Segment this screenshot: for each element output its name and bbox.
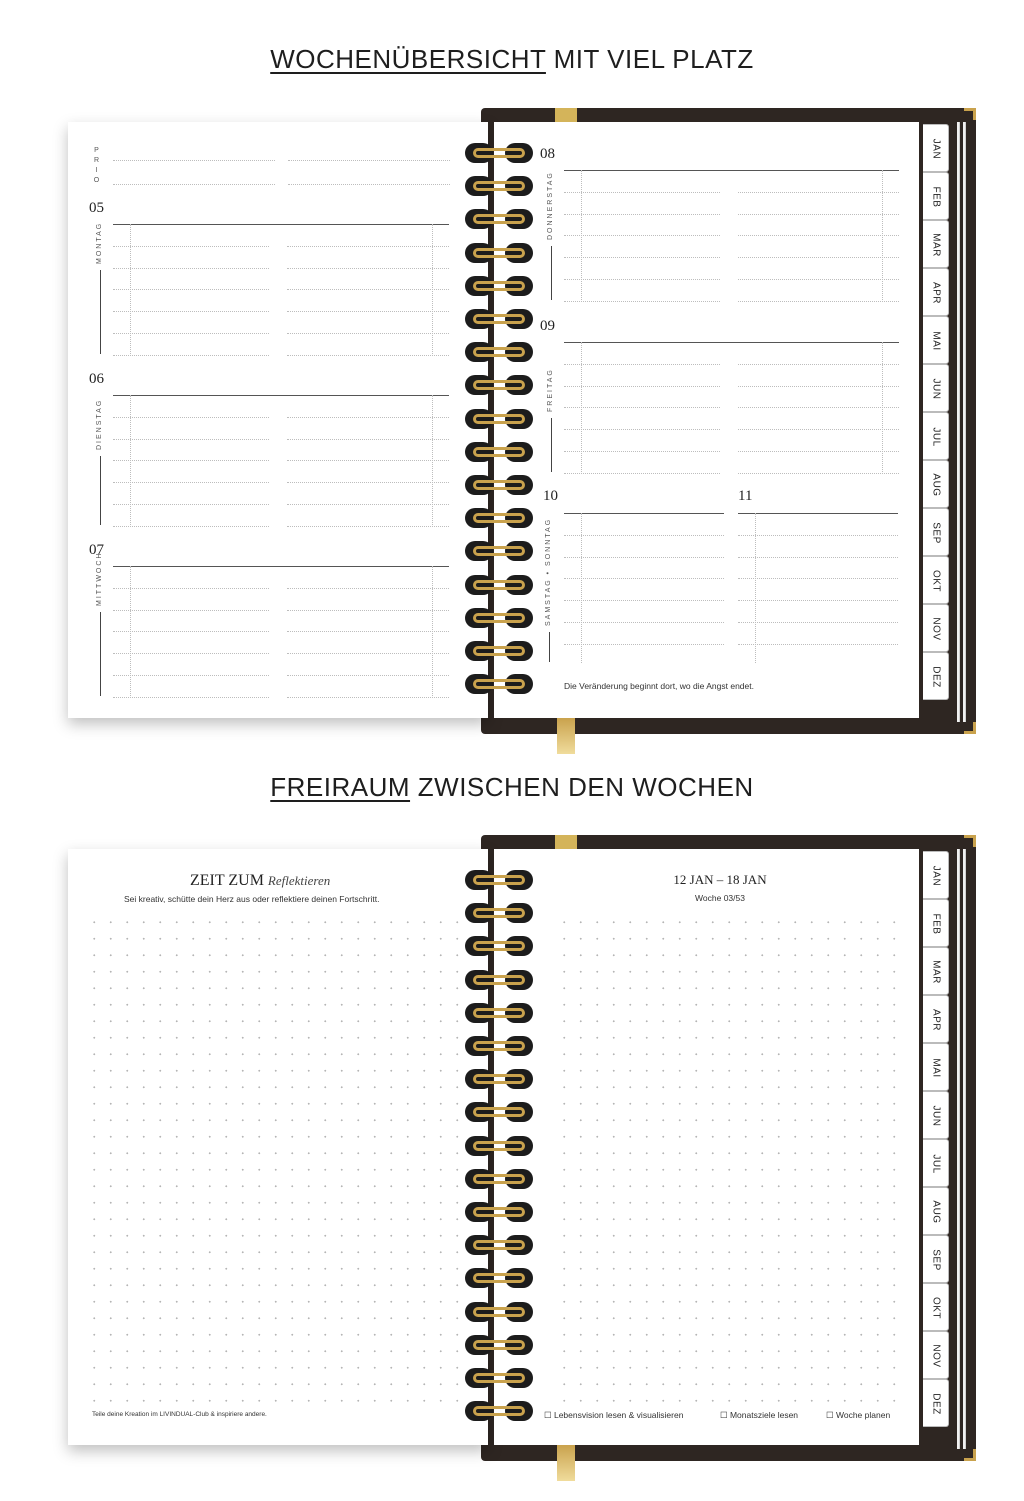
month-tab-label: FEB [930, 913, 942, 935]
day-column-line [130, 224, 131, 354]
month-tab-mar[interactable] [923, 220, 949, 268]
ring-wire [473, 248, 525, 258]
spiral-ring [465, 935, 533, 957]
spiral-ring [465, 969, 533, 991]
day-line [113, 460, 269, 461]
month-tab-label: SEP [930, 1249, 942, 1271]
day-column-line [130, 395, 131, 525]
ring-wire [473, 875, 525, 885]
weekend-line [738, 578, 898, 579]
month-tab-label: APR [930, 281, 942, 305]
month-tab-label: NOV [930, 617, 942, 641]
ring-wire [473, 1406, 525, 1416]
day-line [287, 482, 449, 483]
weekend-line [564, 557, 724, 558]
month-tab-jul[interactable] [923, 412, 949, 460]
month-tab-label: APR [930, 1008, 942, 1032]
day-line [738, 301, 900, 302]
month-tab-apr[interactable] [923, 995, 949, 1043]
ring-wire [473, 975, 525, 985]
day-line [738, 364, 900, 365]
month-tab-label: SEP [930, 522, 942, 544]
day-number: 07 [89, 542, 104, 558]
day-divider [551, 246, 552, 300]
ring-wire [473, 580, 525, 590]
reflection-title-script: Reflektieren [267, 873, 331, 888]
day-number: 06 [89, 371, 104, 387]
top-heading-underlined: WOCHENÜBERSICHT [270, 44, 546, 74]
day-line [564, 214, 720, 215]
spiral-ring [465, 574, 533, 596]
cover-corner-top [964, 835, 976, 847]
day-line [287, 460, 449, 461]
day-line [287, 311, 449, 312]
day-line [113, 268, 269, 269]
month-tab-label: JUN [930, 1105, 942, 1127]
prio-label: P R I O [93, 147, 101, 184]
day-line [564, 301, 720, 302]
weekend-divider [549, 632, 550, 662]
spiral-ring [465, 308, 533, 330]
weekend-column-line [755, 513, 756, 663]
month-tab-apr[interactable] [923, 268, 949, 316]
day-line [113, 246, 269, 247]
day-line [287, 504, 449, 505]
spiral-ring [465, 1002, 533, 1024]
day-number: 08 [540, 146, 555, 162]
day-line [113, 631, 269, 632]
day-line [564, 257, 720, 258]
month-tab-dez[interactable] [923, 652, 949, 700]
week-range: 12 JAN – 18 JAN [673, 872, 767, 887]
spiral-ring [465, 208, 533, 230]
day-line [287, 697, 449, 698]
month-tab-okt[interactable] [923, 1283, 949, 1331]
spiral-ring [465, 1101, 533, 1123]
day-line [287, 526, 449, 527]
spiral-ring [465, 1367, 533, 1389]
day-line [564, 192, 720, 193]
reflection-title [190, 872, 330, 890]
day-label: MITTWOCH [96, 551, 103, 606]
ring-wire [473, 347, 525, 357]
month-tab-jan[interactable] [923, 124, 949, 172]
month-tab-sep[interactable] [923, 508, 949, 556]
ring-wire [473, 148, 525, 158]
day-line [287, 653, 449, 654]
right-page [494, 122, 919, 718]
spiral-ring [465, 275, 533, 297]
month-tab-jan[interactable] [923, 851, 949, 899]
day-column-line [882, 170, 883, 300]
ring-wire [473, 181, 525, 191]
spiral-ring [465, 142, 533, 164]
month-tab-okt[interactable] [923, 556, 949, 604]
day-line [113, 588, 269, 589]
weekend-line [738, 557, 898, 558]
weekend-rule-sat [564, 513, 724, 514]
spiral-ring [465, 673, 533, 695]
day-line [564, 473, 720, 474]
top-heading [0, 44, 1024, 75]
day-column-line [581, 342, 582, 472]
day-number: 09 [540, 318, 555, 334]
day-line [287, 268, 449, 269]
day-column-line [432, 566, 433, 696]
day-line [287, 631, 449, 632]
ring-wire [473, 1240, 525, 1250]
day-column-line [581, 170, 582, 300]
day-top-rule [113, 395, 449, 396]
month-tab-label: JUL [930, 1154, 942, 1174]
day-line [738, 192, 900, 193]
ring-wire [473, 1340, 525, 1350]
month-tab-jun[interactable] [923, 1091, 949, 1139]
day-line [113, 610, 269, 611]
day-line [738, 407, 900, 408]
page-edge [957, 122, 960, 722]
motivational-quote: Die Veränderung beginnt dort, wo die Angst endet. [564, 681, 754, 691]
bookmark-ribbon[interactable] [557, 718, 575, 754]
spiral-ring [465, 1267, 533, 1289]
bottom-heading-underlined: FREIRAUM [270, 772, 411, 802]
bookmark-ribbon[interactable] [557, 1445, 575, 1481]
month-tab-label: FEB [930, 186, 942, 208]
day-divider [100, 270, 101, 354]
month-tab-label: JAN [930, 865, 942, 887]
weekend-line [564, 622, 724, 623]
prio-line [113, 184, 275, 185]
spiral-ring [465, 341, 533, 363]
day-line [113, 675, 269, 676]
spiral-ring [465, 441, 533, 463]
weekend-rule-sun [738, 513, 898, 514]
ring-wire [473, 1307, 525, 1317]
ring-wire [473, 513, 525, 523]
day-line [113, 697, 269, 698]
day-line [113, 526, 269, 527]
day-column-line [882, 342, 883, 472]
day-line [287, 675, 449, 676]
prio-line [288, 160, 450, 161]
day-divider [100, 612, 101, 696]
spiral-ring [465, 869, 533, 891]
day-line [113, 289, 269, 290]
spiral-ring [465, 1334, 533, 1356]
ring-wire [473, 1273, 525, 1283]
day-top-rule [113, 566, 449, 567]
day-top-rule [113, 224, 449, 225]
ring-wire [473, 1141, 525, 1151]
month-tab-aug[interactable] [923, 460, 949, 508]
day-top-rule [564, 342, 899, 343]
month-tab-label: AUG [930, 473, 942, 497]
ring-wire [473, 941, 525, 951]
day-column-line [432, 395, 433, 525]
month-tab-nov[interactable] [923, 604, 949, 652]
ring-wire [473, 908, 525, 918]
day-line [564, 364, 720, 365]
dot-grid-right [556, 914, 908, 1402]
ring-wire [473, 679, 525, 689]
day-line [564, 407, 720, 408]
day-line [113, 355, 269, 356]
month-tab-dez[interactable] [923, 1379, 949, 1427]
weekend-line [564, 578, 724, 579]
reflection-footer: Teile deine Kreation im LIVINDUAL-Club & inspiriere andere. [92, 1411, 267, 1418]
day-line [287, 588, 449, 589]
prio-line [288, 184, 450, 185]
reflection-subtitle: Sei kreativ, schütte dein Herz aus oder reflektiere deinen Fortschritt. [124, 894, 380, 904]
spiral-ring [465, 640, 533, 662]
month-tab-label: MAI [930, 1058, 942, 1078]
month-tab-jul[interactable] [923, 1139, 949, 1187]
day-line [113, 653, 269, 654]
day-column-line [130, 566, 131, 696]
page-edge [963, 122, 966, 722]
checklist-item-vision[interactable]: ☐ Lebensvision lesen & visualisieren [544, 1410, 684, 1420]
spiral-ring [465, 607, 533, 629]
month-tab-label: JUN [930, 378, 942, 400]
ring-wire [473, 1074, 525, 1084]
day-line [113, 311, 269, 312]
day-line [113, 504, 269, 505]
ring-wire [473, 314, 525, 324]
page-edge [963, 849, 966, 1449]
ring-wire [473, 613, 525, 623]
month-tab-mai[interactable] [923, 1043, 949, 1091]
day-number-sat: 10 [543, 488, 558, 504]
day-line [564, 451, 720, 452]
dot-grid-left [86, 914, 468, 1402]
spiral-ring [465, 540, 533, 562]
cover-corner-top [964, 108, 976, 120]
day-line [287, 355, 449, 356]
ring-wire [473, 546, 525, 556]
weekend-label: SAMSTAG • SONNTAG [545, 517, 552, 626]
cover-corner-bottom [964, 1449, 976, 1461]
day-line [287, 246, 449, 247]
ring-wire [473, 1041, 525, 1051]
month-tab-feb[interactable] [923, 172, 949, 220]
weekend-line [738, 600, 898, 601]
spiral-ring [465, 507, 533, 529]
checklist-item-goals[interactable]: ☐ Monatsziele lesen [720, 1410, 799, 1420]
ring-wire [473, 281, 525, 291]
day-line [287, 439, 449, 440]
day-line [113, 482, 269, 483]
spiral-ring [465, 1234, 533, 1256]
month-tab-sep[interactable] [923, 1235, 949, 1283]
month-tab-label: JAN [930, 138, 942, 160]
month-tab-aug[interactable] [923, 1187, 949, 1235]
day-line [738, 279, 900, 280]
spiral-ring [465, 1301, 533, 1323]
day-label: DIENSTAG [96, 398, 103, 450]
bottom-heading-rest: ZWISCHEN DEN WOCHEN [410, 772, 754, 802]
month-tab-label: AUG [930, 1200, 942, 1224]
day-line [564, 235, 720, 236]
month-tab-mar[interactable] [923, 947, 949, 995]
prio-line [113, 160, 275, 161]
weekend-line [564, 600, 724, 601]
day-line [738, 429, 900, 430]
day-line [113, 333, 269, 334]
month-tab-label: DEZ [930, 666, 942, 688]
weekend-line [738, 535, 898, 536]
day-label: MONTAG [96, 221, 103, 264]
month-tab-label: OKT [930, 1296, 942, 1320]
bottom-heading [0, 772, 1024, 803]
day-line [738, 451, 900, 452]
day-line [564, 429, 720, 430]
month-tab-feb[interactable] [923, 899, 949, 947]
day-line [113, 439, 269, 440]
ring-wire [473, 1008, 525, 1018]
spiral-ring [465, 408, 533, 430]
day-line [738, 386, 900, 387]
day-line [738, 473, 900, 474]
day-column-line [432, 224, 433, 354]
day-line [287, 333, 449, 334]
week-number: Woche 03/53 [695, 893, 745, 903]
ring-wire [473, 380, 525, 390]
ring-wire [473, 1373, 525, 1383]
day-line [287, 417, 449, 418]
month-tab-label: MAI [930, 331, 942, 351]
spiral-ring [465, 1068, 533, 1090]
weekend-line [564, 644, 724, 645]
reflection-title-plain: ZEIT ZUM [190, 872, 268, 889]
spiral-ring [465, 902, 533, 924]
left-page [68, 122, 488, 718]
spiral-ring [465, 1135, 533, 1157]
spiral-ring [465, 1201, 533, 1223]
spiral-ring [465, 242, 533, 264]
weekend-line [738, 644, 898, 645]
day-number: 05 [89, 200, 104, 216]
checklist-item-plan[interactable]: ☐ Woche planen [826, 1410, 891, 1420]
day-divider [551, 418, 552, 472]
month-tab-nov[interactable] [923, 1331, 949, 1379]
ring-wire [473, 480, 525, 490]
day-divider [100, 456, 101, 525]
month-tab-label: JUL [930, 427, 942, 447]
top-heading-rest: MIT VIEL PLATZ [545, 44, 754, 74]
month-tab-mai[interactable] [923, 316, 949, 364]
day-line [738, 235, 900, 236]
ring-wire [473, 447, 525, 457]
day-label: FREITAG [547, 368, 554, 412]
ring-wire [473, 646, 525, 656]
month-tab-label: MAR [930, 960, 942, 984]
day-line [287, 289, 449, 290]
day-number-sun: 11 [738, 488, 753, 504]
day-top-rule [564, 170, 899, 171]
month-tab-jun[interactable] [923, 364, 949, 412]
weekend-line [564, 535, 724, 536]
ring-wire [473, 1207, 525, 1217]
month-tabs [923, 122, 949, 718]
ring-wire [473, 1174, 525, 1184]
month-tabs [923, 849, 949, 1445]
day-line [564, 386, 720, 387]
day-line [113, 417, 269, 418]
spiral-ring [465, 374, 533, 396]
weekend-line [738, 622, 898, 623]
spiral-ring [465, 1035, 533, 1057]
day-label: DONNERSTAG [547, 171, 554, 240]
page-edge [957, 849, 960, 1449]
cover-corner-bottom [964, 722, 976, 734]
month-tab-label: OKT [930, 569, 942, 593]
day-line [738, 257, 900, 258]
day-line [738, 214, 900, 215]
spiral-ring [465, 474, 533, 496]
spiral-ring [465, 1168, 533, 1190]
spiral-ring [465, 175, 533, 197]
day-line [287, 610, 449, 611]
month-tab-label: DEZ [930, 1393, 942, 1415]
ring-wire [473, 214, 525, 224]
month-tab-label: MAR [930, 233, 942, 257]
weekend-column-line [581, 513, 582, 663]
ring-wire [473, 414, 525, 424]
month-tab-label: NOV [930, 1344, 942, 1368]
ring-wire [473, 1107, 525, 1117]
day-line [564, 279, 720, 280]
spiral-ring [465, 1400, 533, 1422]
